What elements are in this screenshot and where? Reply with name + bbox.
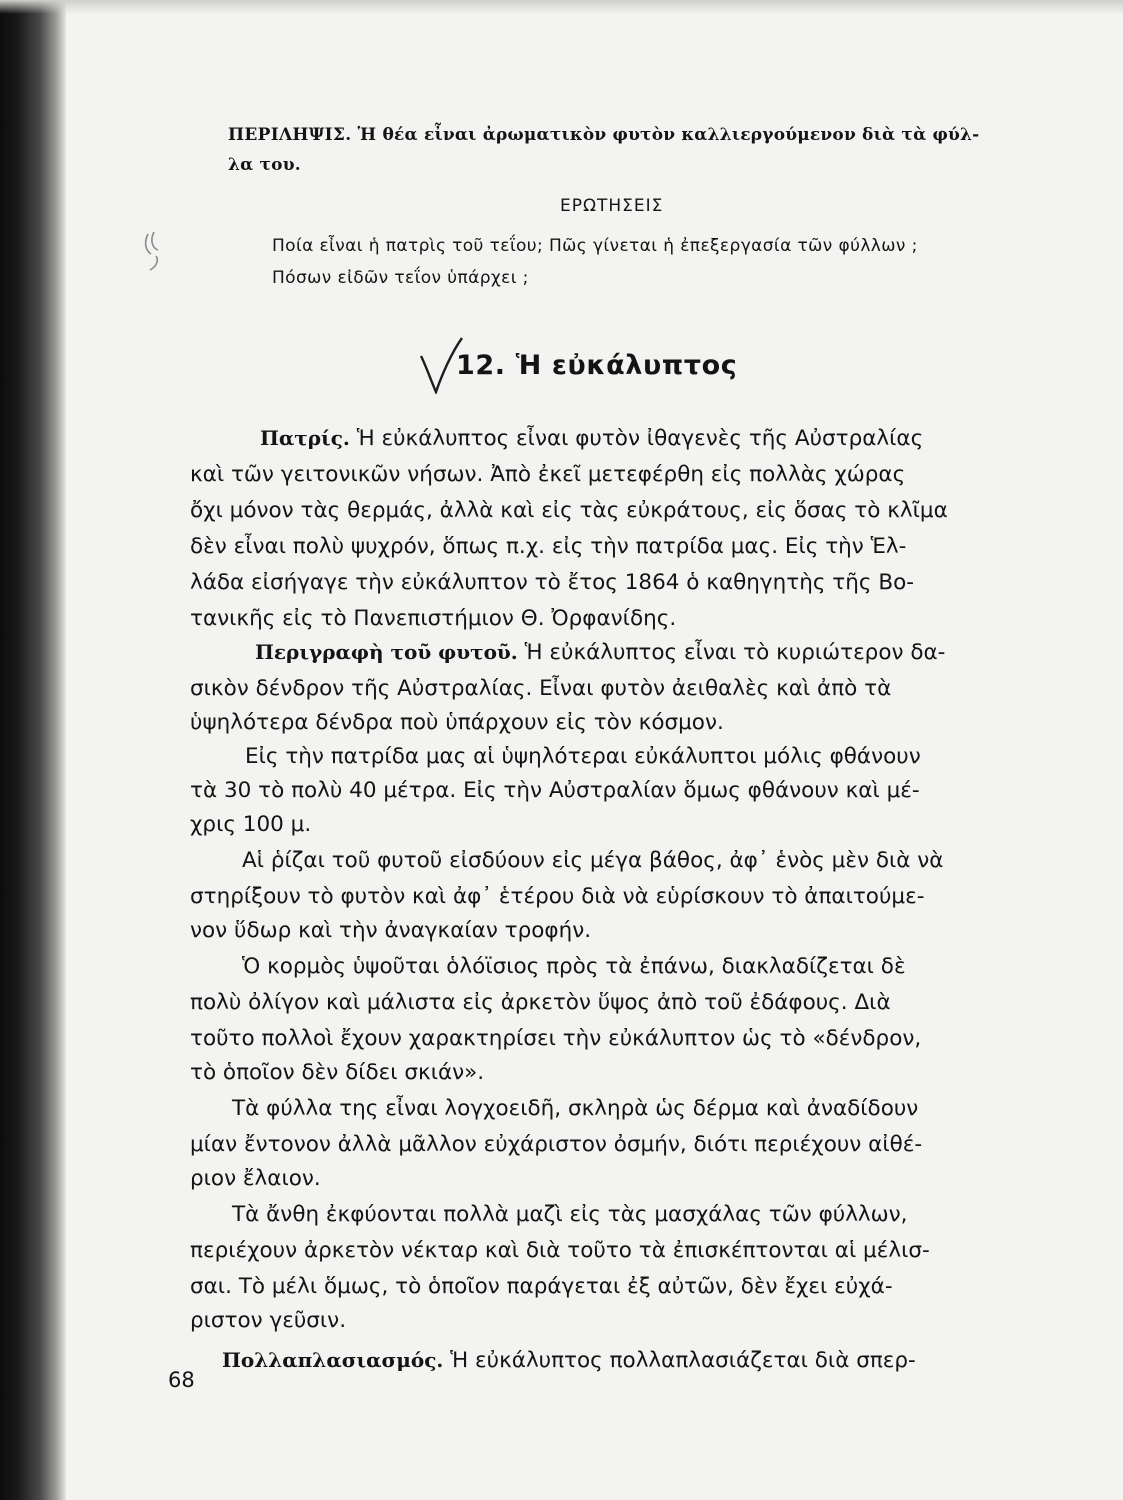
perigrafi-line-1 <box>255 640 1123 665</box>
chapter-title: 12. Ἡ εὐκάλυπτος <box>456 350 738 381</box>
summary-block <box>228 120 1088 180</box>
patris-text-1: Ἡ εὐκάλυπτος εἶναι φυτὸν ἰθαγενὲς τῆς Αὐστραλίας <box>349 426 924 451</box>
rizai-line-1: Αἱ ῥίζαι τοῦ φυτοῦ εἰσδύουν εἰς μέγα βάθος, ἀφ᾽ ἑνὸς μὲν διὰ νὰ <box>242 848 944 873</box>
patris-line-3: ὄχι μόνον τὰς θερμάς, ἀλλὰ καὶ εἰς τὰς εὐκράτους, εἰς ὅσας τὸ κλῖμα <box>190 498 948 523</box>
fylla-line-2: μίαν ἔντονον ἀλλὰ μᾶλλον εὐχάριστον ὀσμήν, διότι περιέχουν αἰθέ- <box>190 1132 923 1157</box>
patris-line-5: λάδα εἰσήγαγε τὴν εὐκάλυπτον τὸ ἔτος 1864 ὁ καθηγητὴς τῆς Βο- <box>190 570 914 595</box>
ypsos-line-2: τὰ 30 τὸ πολὺ 40 μέτρα. Εἰς τὴν Αὐστραλίαν ὅμως φθάνουν καὶ μέ- <box>190 778 920 803</box>
patris-heading: Πατρίς. <box>260 426 350 450</box>
summary-label: ΠΕΡΙΛΗΨΙΣ. <box>228 125 352 145</box>
questions-heading: ΕΡΩΤΗΣΕΙΣ <box>560 196 664 216</box>
pencil-mark-icon <box>142 228 168 274</box>
anthi-line-1: Τὰ ἄνθη ἐκφύονται πολλὰ μαζὶ εἰς τὰς μασχάλας τῶν φύλλων, <box>232 1202 908 1227</box>
rizai-line-2: στηρίξουν τὸ φυτὸν καὶ ἀφ᾽ ἑτέρου διὰ νὰ εὑρίσκουν τὸ ἀπαιτούμε- <box>190 884 925 909</box>
fylla-line-3: ριον ἔλαιον. <box>190 1166 321 1191</box>
anthi-line-4: ριστον γεῦσιν. <box>190 1308 347 1333</box>
patris-line-1 <box>260 426 1123 451</box>
perigrafi-heading: Περιγραφὴ τοῦ φυτοῦ. <box>255 640 518 664</box>
ypsos-line-3: χρις 100 μ. <box>190 812 312 837</box>
anthi-line-2: περιέχουν ἀρκετὸν νέκταρ καὶ διὰ τοῦτο τὰ ἐπισκέπτονται αἱ μέλισ- <box>190 1238 930 1263</box>
kormos-line-2: πολὺ ὀλίγον καὶ μάλιστα εἰς ἀρκετὸν ὕψος ἀπὸ τοῦ ἐδάφους. Διὰ <box>190 990 891 1015</box>
pollaplasiasmos-line-1 <box>222 1348 1092 1373</box>
question-line-2: Πόσων εἰδῶν τεΐον ὑπάρχει ; <box>272 268 529 288</box>
summary-text-1: Ἡ θέα εἶναι ἀρωματικὸν φυτὸν καλλιεργούμενον διὰ τὰ φύλ- <box>357 125 980 145</box>
kormos-line-4: τὸ ὁποῖον δὲν δίδει σκιάν». <box>190 1060 485 1085</box>
page-number: 68 <box>168 1368 195 1392</box>
kormos-line-3: τοῦτο πολλοὶ ἔχουν χαρακτηρίσει τὴν εὐκάλυπτον ὡς τὸ «δένδρον, <box>190 1026 922 1051</box>
ypsos-line-1: Εἰς τὴν πατρίδα μας αἱ ὑψηλότεραι εὐκάλυπτοι μόλις φθάνουν <box>245 744 921 769</box>
rizai-line-3: νον ὕδωρ καὶ τὴν ἀναγκαίαν τροφήν. <box>190 918 592 943</box>
question-line-1: Ποία εἶναι ἡ πατρὶς τοῦ τεΐου; Πῶς γίνεται ἡ ἐπεξεργασία τῶν φύλλων ; <box>272 236 918 256</box>
anthi-line-3: σαι. Τὸ μέλι ὅμως, τὸ ὁποῖον παράγεται ἐξ αὐτῶν, δὲν ἔχει εὐχά- <box>190 1274 893 1299</box>
perigrafi-line-2: σικὸν δένδρον τῆς Αὐστραλίας. Εἶναι φυτὸν ἀειθαλὲς καὶ ἀπὸ τὰ <box>190 676 892 701</box>
book-binding-shadow <box>0 0 66 1500</box>
kormos-line-1: Ὁ κορμὸς ὑψοῦται ὁλόϊσιος πρὸς τὰ ἐπάνω, διακλαδίζεται δὲ <box>242 954 906 979</box>
fylla-line-1: Τὰ φύλλα της εἶναι λογχοειδῆ, σκληρὰ ὡς δέρμα καὶ ἀναδίδουν <box>232 1096 919 1121</box>
page-top-shadow <box>0 0 1123 14</box>
patris-line-6: τανικῆς εἰς τὸ Πανεπιστήμιον Θ. Ὀρφανίδης. <box>190 606 677 631</box>
patris-line-4: δὲν εἶναι πολὺ ψυχρόν, ὅπως π.χ. εἰς τὴν πατρίδα μας. Εἰς τὴν Ἑλ- <box>190 534 907 559</box>
pollaplasiasmos-heading: Πολλαπλασιασμός. <box>222 1348 444 1372</box>
pollaplasiasmos-text-1: Ἡ εὐκάλυπτος πολλαπλασιάζεται διὰ σπερ- <box>443 1348 916 1373</box>
summary-line-1 <box>228 120 1088 150</box>
patris-line-2: καὶ τῶν γειτονικῶν νήσων. Ἀπὸ ἐκεῖ μετεφέρθη εἰς πολλὰς χώρας <box>190 462 906 487</box>
perigrafi-text-1: Ἡ εὐκάλυπτος εἶναι τὸ κυριώτερον δα- <box>517 640 946 665</box>
summary-text-2: λα του. <box>228 155 301 175</box>
perigrafi-line-3: ὑψηλότερα δένδρα ποὺ ὑπάρχουν εἰς τὸν κόσμον. <box>190 710 724 735</box>
